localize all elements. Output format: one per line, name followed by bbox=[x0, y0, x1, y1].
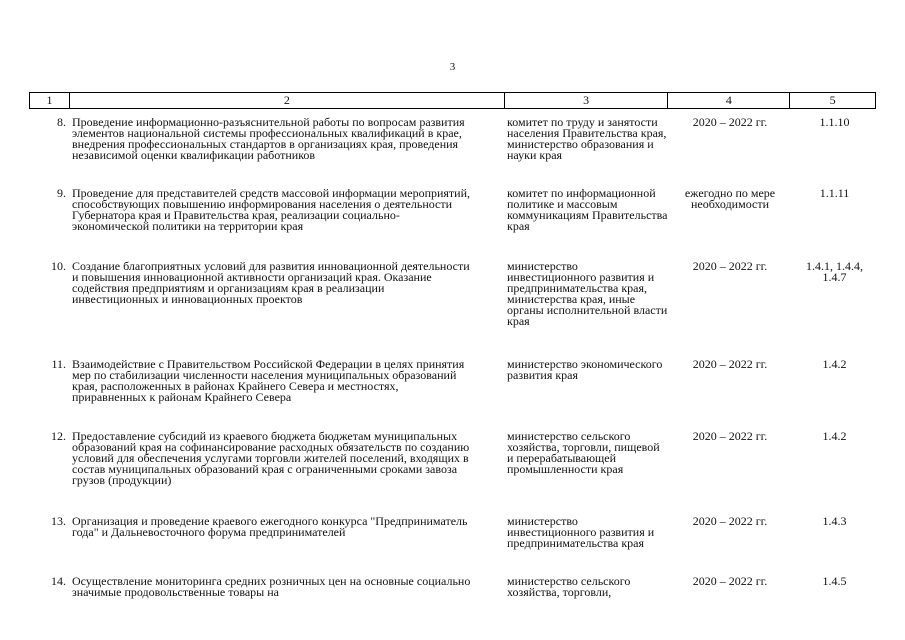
header-col-4: 4 bbox=[668, 93, 790, 108]
row-executor: министерство инвестиционного развития и предпринимательства края, министерства края, иные органы исполнительной власти края bbox=[507, 259, 668, 328]
table-row bbox=[29, 576, 876, 598]
table-row bbox=[29, 188, 876, 232]
table-row bbox=[29, 431, 876, 486]
row-executor: министерство инвестиционного развития и предпринимательства края bbox=[507, 514, 655, 550]
row-number: 12. bbox=[51, 429, 66, 443]
table-row bbox=[29, 117, 876, 161]
row-description: Проведение для представителей средств массовой информации мероприятий, способствующих повышению информирования населения о деятельности Губернатора края и Правительства края, реализации социально-экономической политики на территории края bbox=[72, 186, 471, 233]
header-col-3: 3 bbox=[505, 93, 669, 108]
row-executor: министерство сельского хозяйства, торговли, пищевой и перерабатывающей промышленности края bbox=[507, 429, 660, 476]
table-row bbox=[29, 359, 876, 403]
row-term: 2020 – 2022 гг. bbox=[692, 259, 768, 273]
row-term: 2020 – 2022 гг. bbox=[692, 574, 768, 588]
row-code: 1.4.1, 1.4.4, 1.4.7 bbox=[806, 259, 863, 284]
row-term: 2020 – 2022 гг. bbox=[692, 429, 768, 443]
row-description: Проведение информационно-разъяснительной работы по вопросам развития элементов национальной системы профессиональных квалификаций в крае, внедрения профессиональных стандартов в организациях края, проведения независимой оценки квалификации работников bbox=[72, 115, 465, 162]
row-code: 1.4.2 bbox=[822, 357, 847, 371]
row-description: Предоставление субсидий из краевого бюджета бюджетам муниципальных образований края на софинансирование расходных обязательств по созданию условий для обеспечения услугами торговли жителей поселений, входящих в состав муниципальных образований края с ограниченными сроками завоза грузов (продукции) bbox=[72, 429, 470, 487]
row-description: Создание благоприятных условий для развития инновационной деятельности и повышения инновационной активности организаций края. Оказание содействия предприятиям и организациям края в реализации инвестиционных и инновационных проектов bbox=[72, 259, 470, 306]
table-row bbox=[29, 516, 876, 549]
row-number: 13. bbox=[51, 514, 66, 528]
row-number: 9. bbox=[57, 186, 66, 200]
page-number: 3 bbox=[449, 61, 456, 73]
row-executor: министерство экономического развития края bbox=[507, 357, 663, 382]
row-executor: комитет по труду и занятости населения Правительства края, министерство образования и науки края bbox=[507, 115, 667, 162]
row-code: 1.4.3 bbox=[822, 514, 847, 528]
row-term: 2020 – 2022 гг. bbox=[692, 514, 768, 528]
row-code: 1.4.2 bbox=[822, 429, 847, 443]
header-col-5: 5 bbox=[829, 93, 836, 107]
row-code: 1.1.10 bbox=[819, 115, 850, 129]
row-number: 14. bbox=[51, 574, 66, 588]
row-description: Взаимодействие с Правительством Российской Федерации в целях принятия мер по стабилизации численности населения муниципальных образований края, расположенных в районах Крайнего Севера и местностях, приравненных к районам Крайнего Севера bbox=[72, 357, 465, 404]
table-row bbox=[29, 261, 876, 327]
row-code: 1.1.11 bbox=[819, 186, 850, 200]
row-description: Организация и проведение краевого ежегодного конкурса "Предприниматель года" и Дальневосточного форума предпринимателей bbox=[72, 514, 468, 539]
row-number: 11. bbox=[51, 357, 66, 371]
row-number: 8. bbox=[57, 115, 66, 129]
table-header bbox=[29, 92, 876, 109]
header-col-1: 1 bbox=[30, 93, 70, 108]
row-term: 2020 – 2022 гг. bbox=[692, 357, 768, 371]
header-col-2: 2 bbox=[70, 93, 505, 108]
row-term: ежегодно по мере необходимости bbox=[684, 186, 776, 211]
row-executor: комитет по информационной политике и массовым коммуникациям Правительства края bbox=[507, 186, 668, 233]
row-description: Осуществление мониторинга средних розничных цен на основные социально значимые продовольственные товары на bbox=[72, 574, 471, 599]
row-term: 2020 – 2022 гг. bbox=[692, 115, 768, 129]
row-executor: министерство сельского хозяйства, торговли, bbox=[507, 574, 631, 599]
row-code: 1.4.5 bbox=[822, 574, 847, 588]
row-number: 10. bbox=[51, 259, 66, 273]
